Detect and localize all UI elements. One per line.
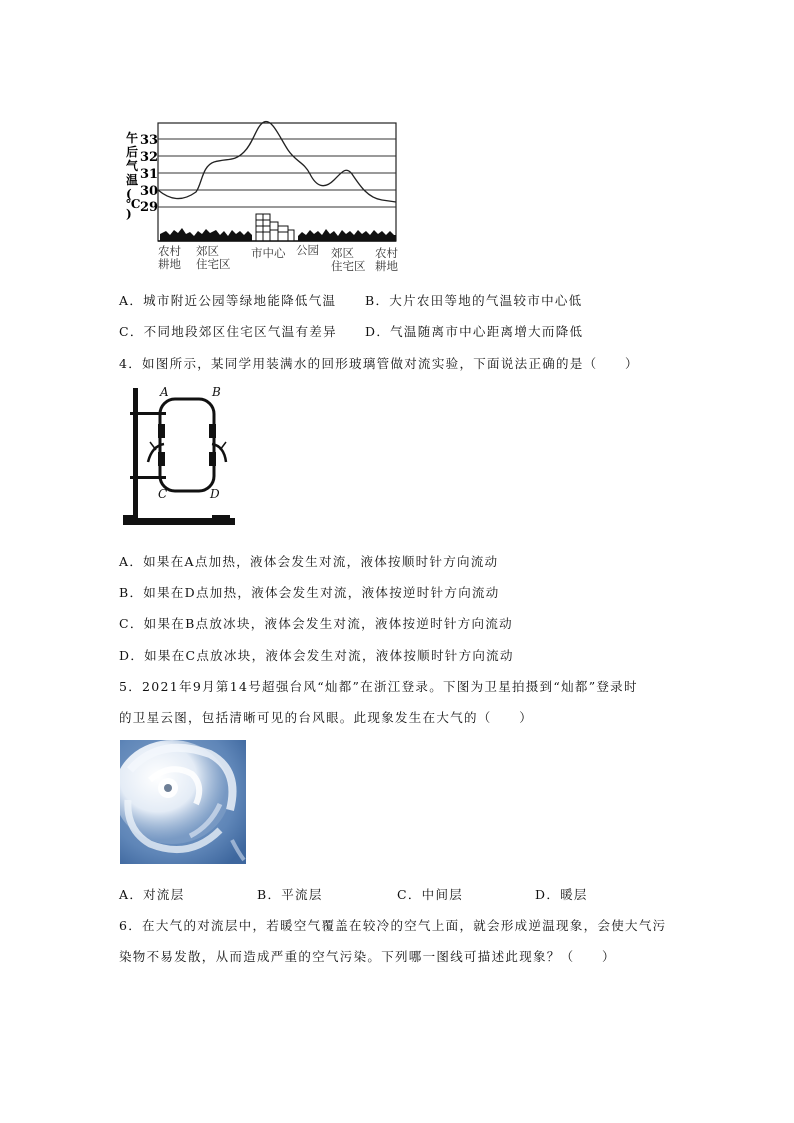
- ytick-33: 33: [140, 133, 159, 148]
- temperature-profile-chart: [120, 118, 410, 278]
- q5-option-d: D．暖层: [535, 887, 588, 902]
- ylabel-char-7: ): [126, 207, 132, 221]
- ytick-32: 32: [140, 150, 159, 165]
- ylabel-char-4: 温: [126, 173, 139, 187]
- q5-stem-line2: 的卫星云图，包括清晰可见的台风眼。此现象发生在大气的（ ）: [119, 710, 534, 725]
- q5-option-b: B．平流层: [257, 887, 323, 902]
- ytick-30: 30: [140, 184, 159, 199]
- xlabel-rural-right-2: 耕地: [375, 259, 398, 273]
- stand-pole: [133, 388, 138, 520]
- q6-stem-line2: 染物不易发散，从而造成严重的空气污染。下列哪一图线可描述此现象？（ ）: [119, 949, 616, 964]
- ylabel-char-1: 午: [126, 131, 139, 145]
- q4-option-d: D．如果在C点放冰块，液体会发生对流，液体按顺时针方向流动: [119, 648, 514, 663]
- chart-yticks: [140, 133, 158, 215]
- convection-tube-apparatus: [120, 382, 240, 534]
- ylabel-char-5: (: [126, 187, 132, 201]
- chart-grid: [158, 139, 396, 207]
- stand-base: [123, 518, 235, 525]
- xlabel-park: 公园: [296, 243, 319, 257]
- xlabel-city-center: 市中心: [251, 246, 286, 260]
- xlabel-suburb-left-1: 郊区: [196, 244, 219, 258]
- q3-option-d: D．气温随离市中心距离增大而降低: [365, 324, 584, 339]
- tube-label-a: A: [160, 385, 169, 399]
- chart-xlabels: [158, 243, 398, 273]
- q3-option-b: B．大片农田等地的气温较市中心低: [365, 293, 583, 308]
- chart-ylabel: [126, 130, 140, 221]
- typhoon-satellite-image: [120, 740, 246, 864]
- q4-option-a: A．如果在A点加热，液体会发生对流，液体按顺时针方向流动: [119, 554, 499, 569]
- q3-option-c: C．不同地段郊区住宅区气温有差异: [119, 324, 337, 339]
- glass-tube: [160, 399, 214, 491]
- xlabel-suburb-right-1: 郊区: [331, 246, 354, 260]
- tube-label-b: B: [212, 385, 221, 399]
- xlabel-suburb-right-2: 住宅区: [331, 259, 366, 273]
- tube-label-c: C: [158, 487, 168, 501]
- xlabel-rural-left-1: 农村: [158, 244, 181, 258]
- ylabel-char-2: 后: [126, 145, 139, 159]
- typhoon-eye: [164, 784, 172, 792]
- q3-option-a: A．城市附近公园等绿地能降低气温: [119, 293, 337, 308]
- q6-stem-line1: 6．在大气的对流层中，若暖空气覆盖在较冷的空气上面，就会形成逆温现象，会使大气污: [119, 918, 667, 933]
- q5-option-a: A．对流层: [119, 887, 185, 902]
- tube-label-d: D: [210, 487, 220, 501]
- q4-option-b: B．如果在D点加热，液体会发生对流，液体按逆时针方向流动: [119, 585, 500, 600]
- q5-option-c: C．中间层: [397, 887, 464, 902]
- q5-stem-line1: 5．2021年9月第14号超强台风“灿都”在浙江登录。下图为卫星拍摄到“灿都”登录时: [119, 679, 638, 694]
- ylabel-char-6: ℃: [126, 197, 141, 211]
- xlabel-rural-right-1: 农村: [375, 246, 398, 260]
- ytick-31: 31: [140, 167, 159, 182]
- xlabel-rural-left-2: 耕地: [158, 257, 181, 271]
- ylabel-char-3: 气: [126, 159, 139, 173]
- ytick-29: 29: [140, 200, 159, 215]
- q4-option-c: C．如果在B点放冰块，液体会发生对流，液体按逆时针方向流动: [119, 616, 513, 631]
- city-center-buildings: [256, 214, 294, 241]
- xlabel-suburb-left-2: 住宅区: [196, 257, 231, 271]
- q4-stem: 4．如图所示，某同学用装满水的回形玻璃管做对流实验，下面说法正确的是（ ）: [119, 356, 639, 371]
